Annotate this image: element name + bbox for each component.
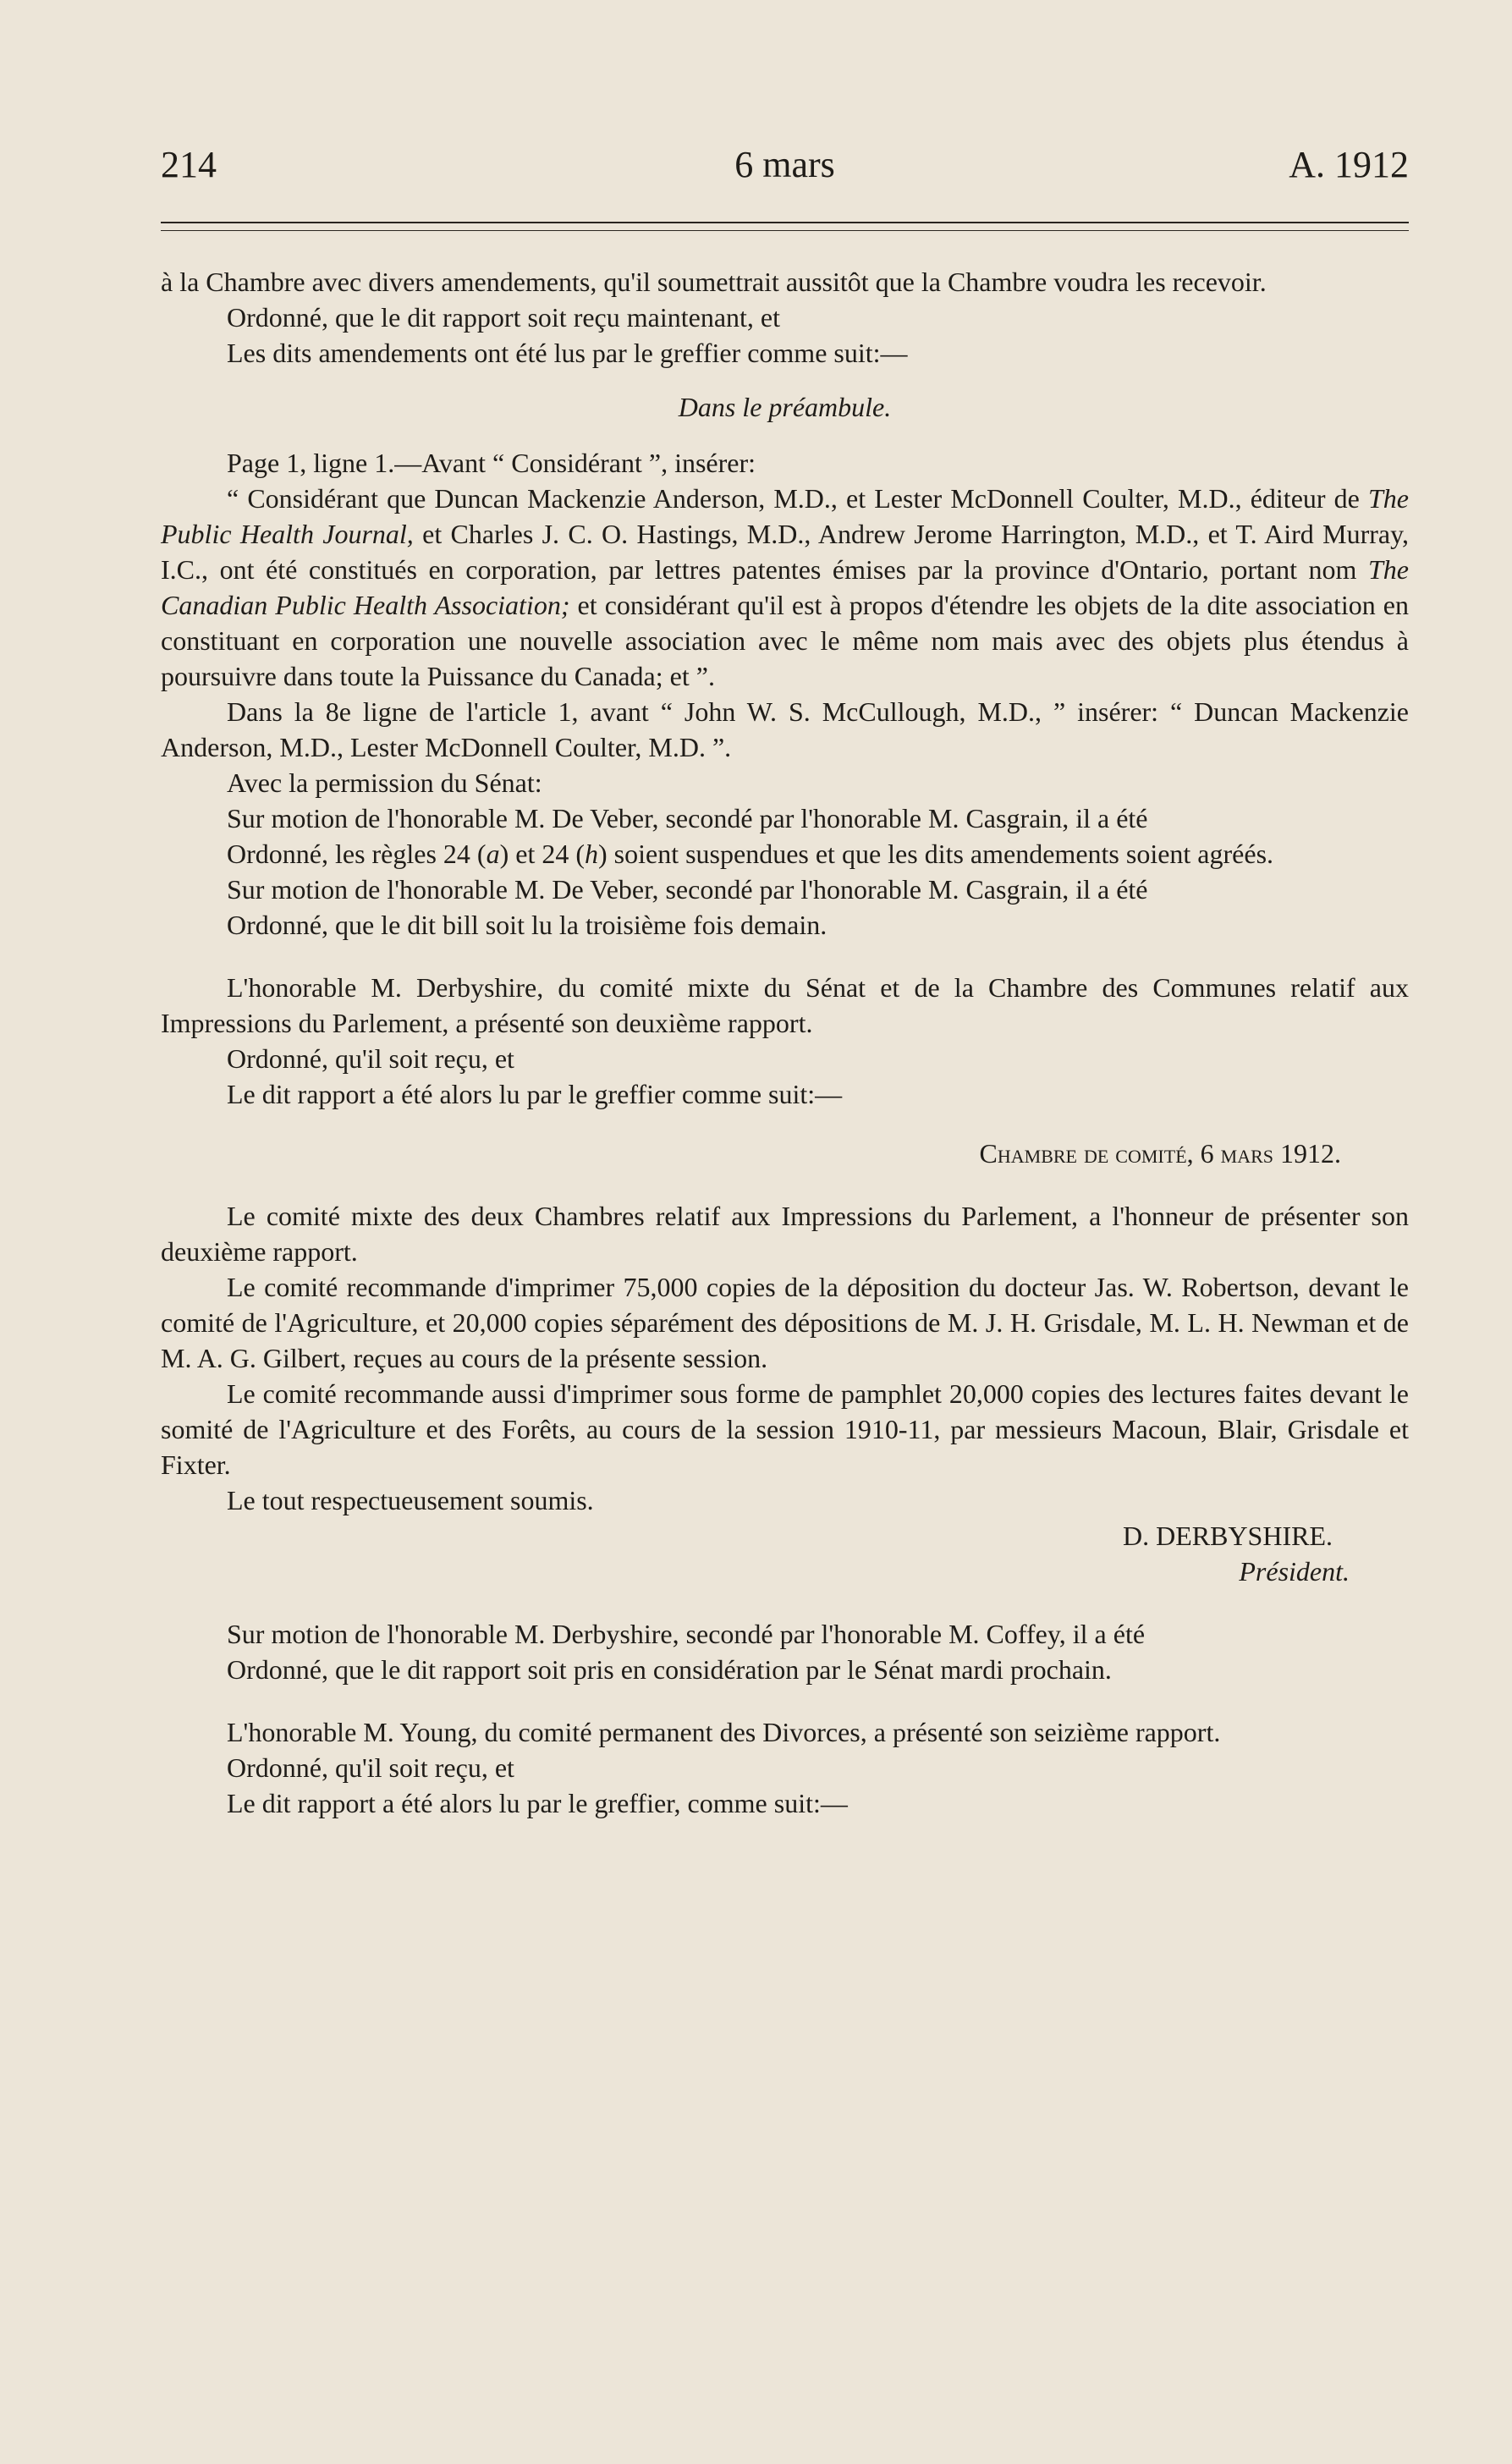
paragraph: Sur motion de l'honorable M. Derbyshire, secondé par l'honorable M. Coffey, il a été — [227, 1619, 1146, 1649]
paragraph: Sur motion de l'honorable M. De Veber, secondé par l'honorable M. Casgrain, il a été — [227, 874, 1148, 905]
text-run: Ordonné, les règles 24 ( — [227, 839, 487, 869]
paragraph: Le dit rapport a été alors lu par le greffier comme suit:— — [227, 1079, 843, 1109]
italic-letter: a — [486, 839, 500, 869]
header-rule — [161, 222, 1409, 223]
header-date: 6 mars — [734, 144, 835, 185]
italic-title: The Public Health Journal, — [161, 483, 1409, 549]
paragraph — [161, 836, 1409, 872]
paragraph: Ordonné, qu'il soit reçu, et — [227, 1043, 514, 1074]
page-number: 214 — [161, 144, 217, 185]
paragraph: Ordonné, qu'il soit reçu, et — [227, 1752, 514, 1783]
paragraph: Le tout respectueusement soumis. — [227, 1485, 594, 1515]
page-header — [161, 135, 1409, 195]
text-run: ) et 24 ( — [499, 839, 585, 869]
header-year: A. 1912 — [1289, 144, 1409, 185]
header-rule-thin — [161, 230, 1409, 231]
italic-title: The Canadian Public Health Association; — [161, 554, 1409, 620]
text-run: “ Considérant que Duncan Mackenzie Anderson, M.D., et Lester McDonnell Coulter, M.D., éditeur de — [227, 483, 1368, 514]
text-run: et considérant qu'il est à propos d'étendre les objets de la dite association en constituant en corporation une nouvelle association avec le même nom mais avec des objets plus étendus à poursuivre dans toute la Puissance du Canada; et ”. — [161, 590, 1410, 691]
paragraph: Le comité recommande aussi d'imprimer sous forme de pamphlet 20,000 copies des lectures faites devant le somité de l'Agriculture et des Forêts, au cours de la session 1910-11, par messieurs Macoun, Blair, Grisdale et Fixter. — [161, 1378, 1409, 1480]
paragraph: Les dits amendements ont été lus par le greffier comme suit:— — [227, 338, 908, 368]
italic-letter: h — [584, 839, 598, 869]
section-heading: Dans le préambule. — [678, 392, 892, 422]
paragraph: Le dit rapport a été alors lu par le greffier, comme suit:— — [227, 1788, 848, 1818]
text-run: et Charles J. C. O. Hastings, M.D., Andrew Jerome Harrington, M.D., et T. Aird Murray, I.C., ont été constitués en corporation, par lettres patentes émises par la province d'Ontario, portant nom — [161, 519, 1410, 585]
paragraph: à la Chambre avec divers amendements, qu'il soumettrait aussitôt que la Chambre voudra les recevoir. — [161, 267, 1267, 297]
paragraph: Le comité mixte des deux Chambres relatif aux Impressions du Parlement, a l'honneur de présenter son deuxième rapport. — [161, 1201, 1409, 1267]
paragraph: Sur motion de l'honorable M. De Veber, secondé par l'honorable M. Casgrain, il a été — [227, 803, 1148, 833]
paragraph: L'honorable M. Derbyshire, du comité mixte du Sénat et de la Chambre des Communes relatif aux Impressions du Parlement, a présenté son deuxième rapport. — [161, 972, 1409, 1038]
paragraph: L'honorable M. Young, du comité permanent des Divorces, a présenté son seizième rapport. — [227, 1717, 1221, 1747]
signature: D. DERBYSHIRE. — [1122, 1521, 1333, 1551]
paragraph: Dans la 8e ligne de l'article 1, avant “ John W. S. McCullough, M.D., ” insérer: “ Duncan Mackenzie Anderson, M.D., Lester McDonnell Coulter, M.D. ”. — [161, 696, 1409, 762]
paragraph: Le comité recommande d'imprimer 75,000 copies de la déposition du docteur Jas. W. Robertson, devant le comité de l'Agriculture, et 20,000 copies séparément des dépositions de M. J. H. Grisdale, M. L. H. Newman et de M. A. G. Gilbert, reçues au cours de la présente session. — [161, 1272, 1409, 1373]
paragraph: Avec la permission du Sénat: — [227, 767, 542, 798]
paragraph: Ordonné, que le dit rapport soit pris en considération par le Sénat mardi prochain. — [227, 1654, 1112, 1685]
text-run: ) soient suspendues et que les dits amendements soient agréés. — [597, 839, 1274, 869]
dateline: Chambre de comité, 6 mars 1912. — [979, 1138, 1341, 1169]
paragraph-quote — [161, 481, 1409, 694]
paragraph: Page 1, ligne 1.—Avant “ Considérant ”, insérer: — [227, 448, 756, 478]
document-body — [161, 264, 1409, 1821]
paragraph: Ordonné, que le dit rapport soit reçu maintenant, et — [227, 302, 781, 333]
signature-title: Président. — [1239, 1556, 1350, 1587]
paragraph: Ordonné, que le dit bill soit lu la troisième fois demain. — [227, 910, 827, 940]
